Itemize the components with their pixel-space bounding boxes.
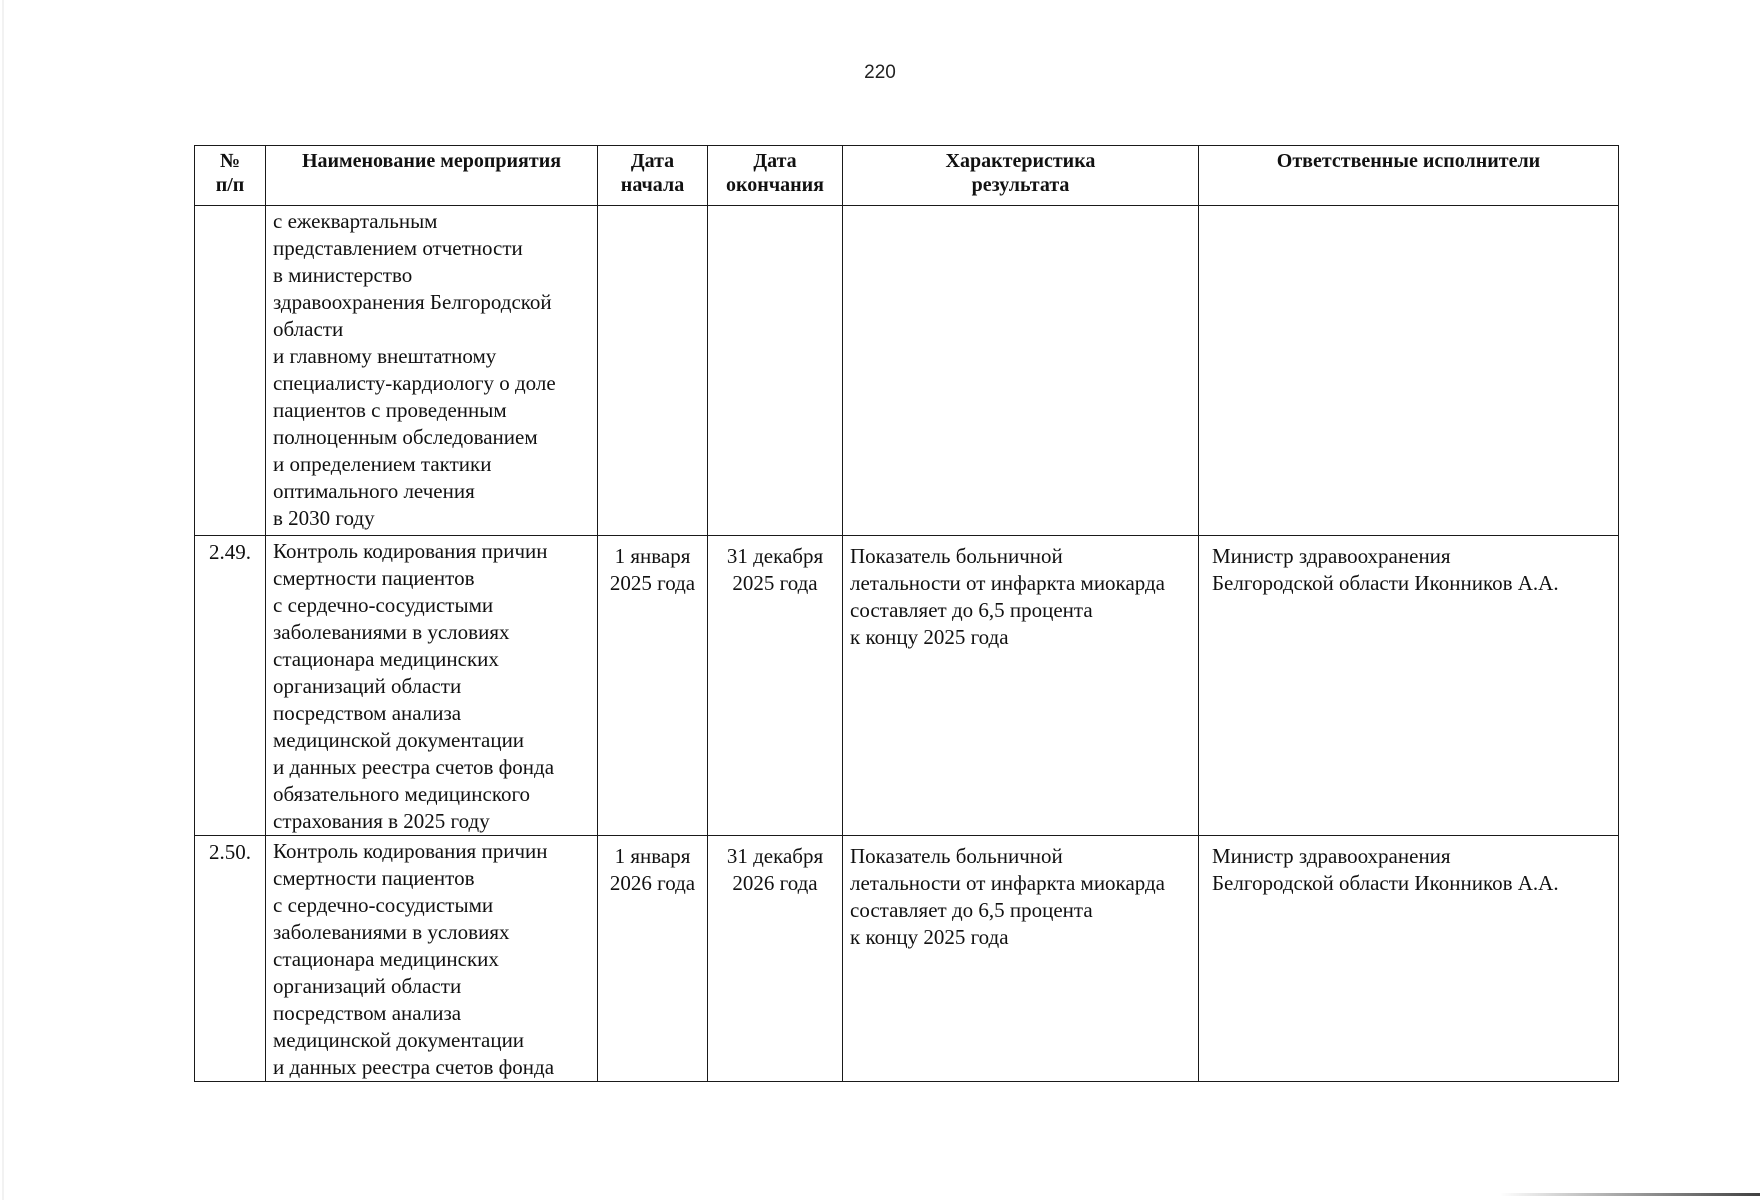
text-line: 31 декабря (726, 544, 824, 568)
text-line: к концу 2025 года (850, 625, 1009, 649)
text-line: составляет до 6,5 процента (850, 898, 1093, 922)
header-end-line-2: окончания (726, 174, 824, 196)
text-line: стационара медицинских (273, 947, 499, 971)
text-line: и определением тактики (273, 452, 492, 476)
header-start-date (598, 146, 708, 206)
text-line: обязательного медицинского (273, 782, 531, 806)
page-number: 220 (864, 62, 896, 83)
table-row-2-50 (195, 836, 1619, 1082)
text-line: 2026 года (732, 871, 818, 895)
text-line: 1 января (614, 544, 691, 568)
header-num (195, 146, 266, 206)
scan-edge-bottom (1500, 1193, 1760, 1196)
text-line: области (273, 317, 344, 341)
text-line: смертности пациентов (273, 866, 475, 890)
row-result-cell (843, 536, 1199, 836)
text-line: летальности от инфаркта миокарда (850, 571, 1165, 595)
text-line: Министр здравоохранения (1212, 844, 1451, 868)
header-name-line-1: Наименование мероприятия (301, 150, 562, 172)
text-line: Показатель больничной (850, 544, 1063, 568)
table-header-row (195, 146, 1619, 206)
header-num-line-1: № (219, 150, 241, 172)
text-line: специалисту-кардиологу о доле (273, 371, 556, 395)
text-line: 2025 года (732, 571, 818, 595)
header-end-date (708, 146, 843, 206)
text-line: организаций области (273, 974, 462, 998)
text-line: организаций области (273, 674, 462, 698)
text-line: стационара медицинских (273, 647, 499, 671)
text-line: Белгородской области Иконников А.А. (1212, 871, 1559, 895)
continuation-end-cell (708, 206, 843, 536)
continuation-num-cell (195, 206, 266, 536)
row-start-date-cell (598, 536, 708, 836)
text-line: посредством анализа (273, 1001, 462, 1025)
header-name (266, 146, 598, 206)
header-end-line-1: Дата (753, 150, 797, 172)
text-line: 2026 года (609, 871, 696, 895)
header-result-line-2: результата (971, 174, 1070, 196)
row-name-cell (266, 536, 598, 836)
text-line: к концу 2025 года (850, 925, 1009, 949)
text-line: 2025 года (609, 571, 696, 595)
text-line: страхования в 2025 году (273, 809, 490, 833)
table-row-continuation (195, 206, 1619, 536)
text-line: летальности от инфаркта миокарда (850, 871, 1165, 895)
text-line: медицинской документации (273, 1028, 525, 1052)
text-line: медицинской документации (273, 728, 525, 752)
text-line: и данных реестра счетов фонда (273, 755, 555, 779)
text-line: пациентов с проведенным (273, 398, 507, 422)
text-line: посредством анализа (273, 701, 462, 725)
header-start-line-1: Дата (630, 150, 675, 172)
text-line: и главному внештатному (273, 344, 497, 368)
text-line: в 2030 году (273, 506, 375, 530)
header-responsible-line-1: Ответственные исполнители (1276, 150, 1541, 172)
row-responsible-cell (1199, 536, 1619, 836)
row-num-cell: 2.49. (195, 536, 266, 836)
row-start-date-cell (598, 836, 708, 1082)
text-line: Показатель больничной (850, 844, 1063, 868)
continuation-start-cell (598, 206, 708, 536)
events-table (194, 145, 1619, 1082)
text-line: заболеваниями в условиях (273, 620, 510, 644)
continuation-result-cell (843, 206, 1199, 536)
text-line: 1 января (614, 844, 691, 868)
text-line: представлением отчетности (273, 236, 523, 260)
row-end-date-cell (708, 536, 843, 836)
text-line: смертности пациентов (273, 566, 475, 590)
row-responsible-cell (1199, 836, 1619, 1082)
text-line: с сердечно-сосудистыми (273, 593, 494, 617)
text-line: составляет до 6,5 процента (850, 598, 1093, 622)
header-result-line-1: Характеристика (945, 150, 1096, 172)
text-line: Министр здравоохранения (1212, 544, 1451, 568)
text-line: с сердечно-сосудистыми (273, 893, 494, 917)
row-name-cell (266, 836, 598, 1082)
row-num-cell: 2.50. (195, 836, 266, 1082)
header-responsible (1199, 146, 1619, 206)
header-result (843, 146, 1199, 206)
row-end-date-cell (708, 836, 843, 1082)
text-line: полноценным обследованием (273, 425, 538, 449)
continuation-name-cell (266, 206, 598, 536)
table-row-2-49 (195, 536, 1619, 836)
text-line: Белгородской области Иконников А.А. (1212, 571, 1559, 595)
text-line: и данных реестра счетов фонда (273, 1055, 555, 1079)
text-line: 31 декабря (726, 844, 824, 868)
header-num-line-2: п/п (215, 174, 245, 196)
text-line: Контроль кодирования причин (273, 839, 548, 863)
text-line: в министерство (273, 263, 413, 287)
text-line: здравоохранения Белгородской (273, 290, 552, 314)
header-start-line-2: начала (620, 174, 685, 196)
text-line: оптимального лечения (273, 479, 475, 503)
scan-edge-left (2, 0, 4, 1200)
row-result-cell (843, 836, 1199, 1082)
text-line: заболеваниями в условиях (273, 920, 510, 944)
continuation-responsible-cell (1199, 206, 1619, 536)
text-line: с ежеквартальным (273, 209, 438, 233)
text-line: Контроль кодирования причин (273, 539, 548, 563)
